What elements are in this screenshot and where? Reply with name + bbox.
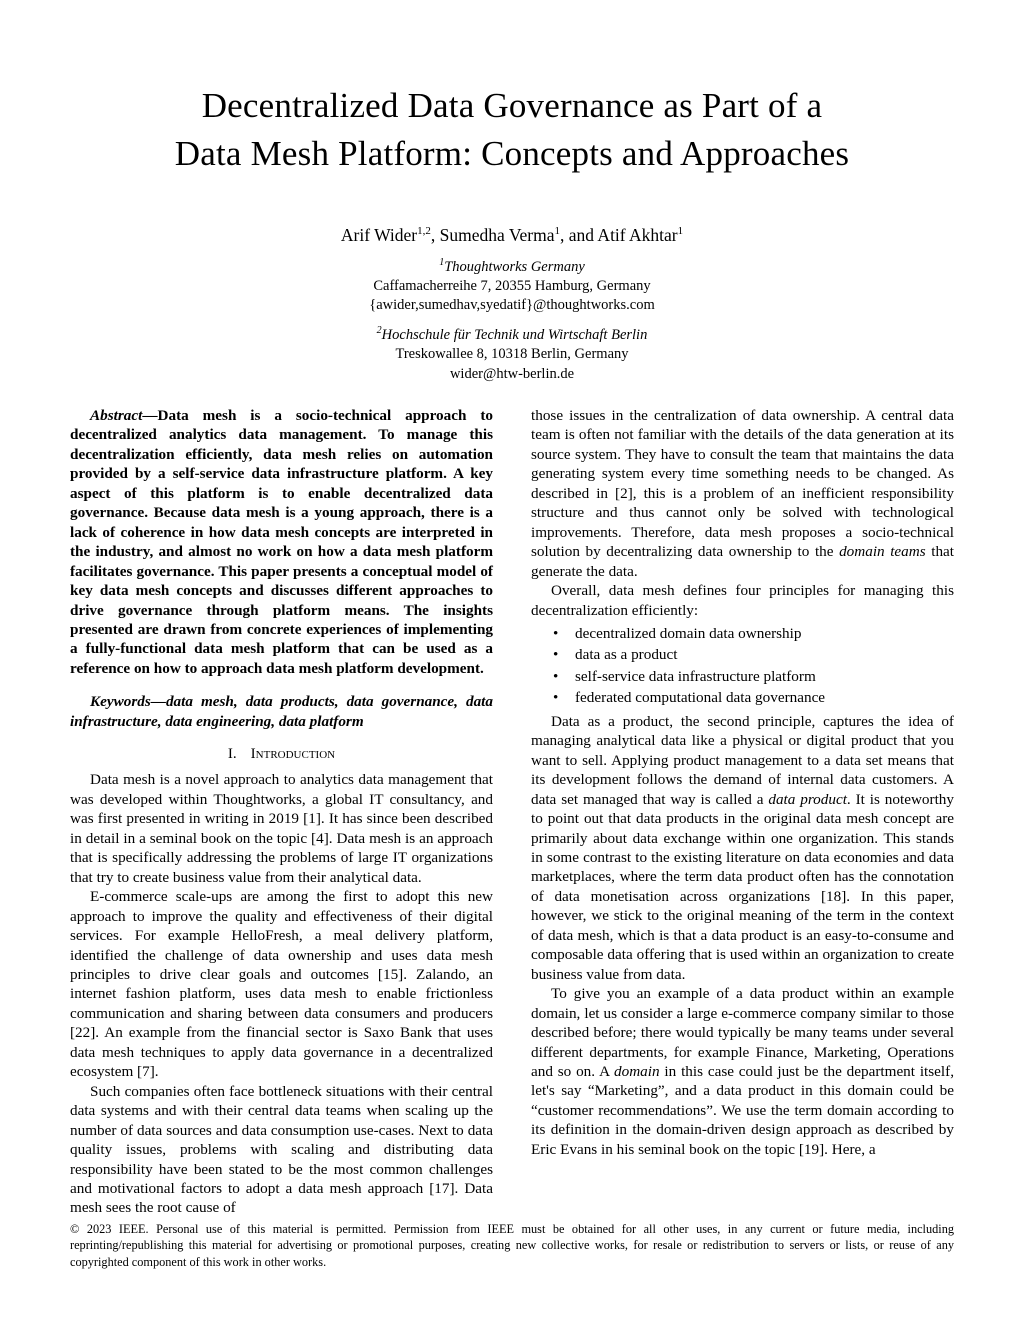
right-paragraph-3-a: Data as a product, the second principle, captures the idea of managing analytical data like a physical or digital product that you want to sell. Applying product management to a data set means that its development follows the demand of internal data customers. A data set managed that way is called a xyxy=(531,712,954,808)
list-item: • data as a product xyxy=(575,645,954,664)
list-item: • self-service data infrastructure platform xyxy=(575,667,954,686)
affiliation-2-email: wider@htw-berlin.de xyxy=(449,365,575,382)
list-item: • decentralized domain data ownership xyxy=(575,624,954,643)
author-3-affil-marker: 1 xyxy=(677,224,684,237)
affiliation-1-email: {awider,sumedhav,syedatif}@thoughtworks.com xyxy=(369,296,655,313)
right-column xyxy=(531,406,954,1218)
right-paragraph-4-a: To give you an example of a data product within an example domain, let us consider a large e-commerce company similar to those described before; there would typically be many teams under several different departments, for example Finance, Marketing, Operations and so on. A xyxy=(531,985,954,1080)
data-product-term: data product xyxy=(768,790,847,808)
copyright-footer: © 2023 IEEE. Personal use of this material is permitted. Permission from IEEE must be obtained for all other uses, in any current or future media, including reprinting/republishing this material for advertising or promotional purposes, creating new collective works, for resale or redistribution to servers or lists, or reuse of any copyrighted component of this work in other works. xyxy=(70,1222,954,1269)
intro-paragraph-2: E-commerce scale-ups are among the first to adopt this new approach to improve the quality and effectiveness of their digital services. For example HelloFresh, a meal delivery platform, identified the challenge of data ownership and uses data mesh principles to drive clear goals and outcomes [15]. Zalando, an internet fashion platform, uses data mesh to enable frictionless communication and sharing between data consumers and producers [22]. An example from the financial sector is Saxo Bank that uses data mesh techniques to apply data governance in a decentralized ecosystem [7]. xyxy=(70,888,493,1081)
intro-paragraph-1: Data mesh is a novel approach to analytics data management that was developed within Thoughtworks, a global IT consultancy, and was first presented in writing in 2019 [1]. It has since been described in detail in a seminal book on the topic [4]. Data mesh is an approach that is specifically addressing the problems of large IT organizations that try to create business value from their analytical data. xyxy=(70,771,493,886)
section-heading-introduction xyxy=(70,745,493,764)
right-paragraph-3 xyxy=(531,712,954,984)
title-line-1: Decentralized Data Governance as Part of a xyxy=(201,86,823,125)
right-paragraph-1-b: that generate the data. xyxy=(531,543,954,580)
domain-teams-term: domain teams xyxy=(839,543,926,561)
affiliation-2-org-line xyxy=(86,324,938,345)
right-paragraph-4 xyxy=(531,984,954,1159)
affiliation-2 xyxy=(86,324,938,384)
affiliation-2-marker: 2 xyxy=(376,325,382,337)
author-2-affil-marker: 1 xyxy=(554,224,560,237)
author-2: , Sumedha Verma xyxy=(430,224,555,245)
page-title xyxy=(86,82,938,179)
right-paragraph-1 xyxy=(531,406,954,581)
principles-list xyxy=(531,624,954,708)
title-line-2: Data Mesh Platform: Concepts and Approaches xyxy=(174,134,850,174)
right-paragraph-1-a: those issues in the centralization of data ownership. A central data team is often not familiar with the details of the data generation at its source system. They have to consult the team that maintains the data generating system every time something needs to be changed. As described in [2], this is a problem of an inefficient responsibility structure and thus cannot only be solved with technological improvements. Therefore, data mesh proposes a socio-technical solution by decentralizing data ownership to the xyxy=(531,407,954,561)
affiliation-1-address: Caffamacherreihe 7, 20355 Hamburg, Germany xyxy=(373,277,651,294)
right-paragraph-3-b: . It is noteworthy to point out that data products in the original data mesh concept are primarily about data exchange within one organization. This stands in some contrast to the existing literature on data economies and data marketplaces, where the term data product often has the connotation of data monetisation across organizations [18]. In this paper, however, we stick to the original meaning of the term in the context of data mesh, which is that a data product is an easy-to-consume and composable data offering that is used within an organization to create business value from data. xyxy=(531,790,954,983)
keywords-dash: — xyxy=(150,693,166,711)
right-paragraph-4-b: in this case could just be the department itself, let's say “Marketing”, and a data product in this domain could be “customer recommendations”. We use the term domain according to its definition in the domain-driven design approach as described by Eric Evans in his seminal book on the topic [19]. Here, a xyxy=(531,1062,954,1158)
author-3: , and Atif Akhtar xyxy=(560,224,678,245)
affiliation-1-marker: 1 xyxy=(439,256,445,268)
affiliation-1-org-line xyxy=(86,256,938,277)
affiliation-1-org: Thoughtworks Germany xyxy=(444,258,585,275)
abstract-label: Abstract xyxy=(90,407,143,424)
abstract-paragraph xyxy=(70,406,493,678)
author-1-affil-marker: 1,2 xyxy=(417,224,431,237)
abstract-text: Data mesh is a socio-technical approach to decentralized analytics data management. To manage this decentralization efficiently, data mesh relies on automation provided by a self-service data infrastructure platform. A key aspect of this platform is to enable decentralized data governance. Because data mesh is a young approach, there is a lack of coherence in how data mesh concepts are interpreted in the industry, and almost no work on how a data mesh platform facilitates governance. This paper presents a conceptual model of key data mesh concepts and discusses different approaches to drive governance through platform means. The insights presented are drawn from concrete experiences of implementing a fully-functional data mesh platform that can be used as a reference on how to approach data mesh platform development. xyxy=(70,407,493,677)
keywords-paragraph xyxy=(70,692,493,731)
author-list xyxy=(86,225,938,246)
right-paragraph-2: Overall, data mesh defines four principles for managing this decentralization efficiently: xyxy=(531,582,954,619)
title-block xyxy=(86,82,938,384)
list-item: • federated computational data governance xyxy=(575,688,954,707)
section-title: Introduction xyxy=(250,746,336,763)
keywords-text: data mesh, data products, data governance, data infrastructure, data engineering, data platform xyxy=(70,693,493,730)
affiliation-2-address: Treskowallee 8, 10318 Berlin, Germany xyxy=(395,346,629,363)
section-number: I. xyxy=(227,746,237,763)
body-columns xyxy=(70,406,954,1218)
affiliation-2-org: Hochschule für Technik und Wirtschaft Berlin xyxy=(381,327,648,344)
abstract-dash: — xyxy=(142,407,158,424)
intro-paragraph-3: Such companies often face bottleneck situations with their central data systems and with their central data teams when scaling up the number of data sources and data consumption use-cases. Next to data quality issues, problems with scaling and distributing data responsibility have been stated to be the most common challenges and motivational factors to adopt a data mesh approach [17]. Data mesh sees the root cause of xyxy=(70,1082,493,1217)
keywords-label: Keywords xyxy=(90,693,151,711)
left-column xyxy=(70,406,493,1218)
affiliation-1 xyxy=(86,256,938,316)
domain-term: domain xyxy=(614,1062,660,1080)
author-1: Arif Wider xyxy=(340,224,418,245)
